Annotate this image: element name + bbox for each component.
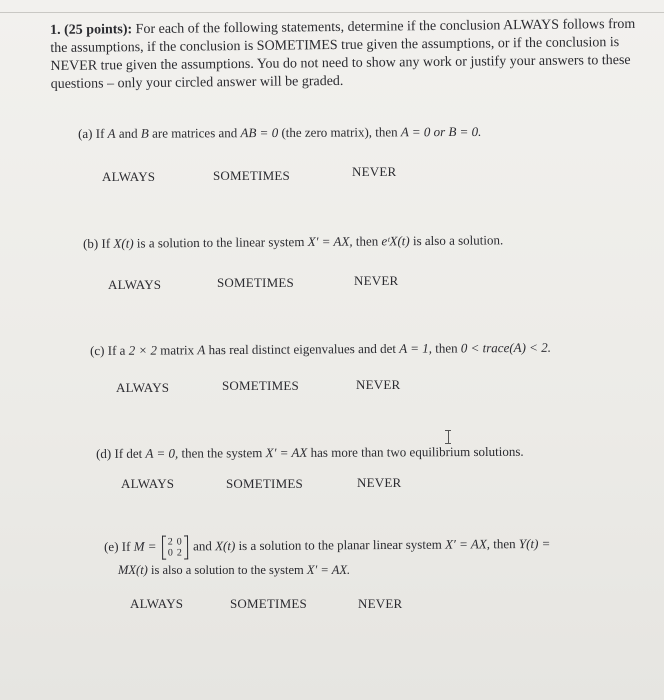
text: is also a solution. [412,232,504,249]
text: is a solution to the planar linear system [238,536,442,554]
math-expr: MX(t) [118,563,148,577]
question-label: (b) [83,235,99,251]
math-expr: AB = 0 [240,124,279,141]
text: and [118,125,138,141]
text-cursor-icon [445,430,451,444]
math-expr: 0 < trace(A) < 2. [460,339,551,356]
matrix-m [162,536,188,558]
option-sometimes-c[interactable]: SOMETIMES [222,378,299,393]
question-label: (a) [78,125,93,141]
matrix-entry: 2 [176,547,182,559]
text: If [121,538,131,554]
option-sometimes-e[interactable]: SOMETIMES [230,596,307,611]
option-sometimes-d[interactable]: SOMETIMES [226,476,303,491]
option-always-a[interactable]: ALWAYS [102,169,156,184]
text: If det [114,445,143,461]
problem-number: 1. [50,22,61,38]
text: If a [107,342,126,358]
option-always-b[interactable]: ALWAYS [108,277,162,292]
math-var: B [140,125,149,141]
text: then [355,233,379,249]
option-always-c[interactable]: ALWAYS [116,380,170,395]
matrix-entry: 2 [167,536,173,548]
math-var: X(t) [215,538,236,554]
text: then [493,536,516,552]
matrix-entry: 0 [167,547,173,559]
option-never-e[interactable]: NEVER [358,596,403,611]
question-e [104,534,551,559]
question-b [83,232,503,252]
text: If [101,235,111,251]
option-always-e[interactable]: ALWAYS [130,596,184,611]
math-expr: X′ = AX. [306,563,351,577]
option-never-c[interactable]: NEVER [356,377,401,392]
text: then the system [181,445,263,461]
matrix-entry: 0 [176,536,182,548]
option-sometimes-a[interactable]: SOMETIMES [213,168,290,183]
problem-intro [50,16,646,94]
question-e-continued [118,563,350,578]
math-expr: X′ = AX, [307,233,353,250]
text: has more than two equilibrium solutions. [310,443,524,460]
text: If [95,125,105,141]
question-c [90,340,551,359]
math-expr: M = [133,538,157,554]
math-expr: A = 0, [145,445,179,461]
option-always-d[interactable]: ALWAYS [121,476,175,491]
math-expr: X′ = AX, [444,536,491,552]
option-never-d[interactable]: NEVER [357,475,402,490]
math-expr: A = 1, [399,340,432,356]
math-var: A [107,125,116,141]
math-expr: Y(t) = [518,535,551,552]
text: are matrices and [152,125,238,141]
question-d [96,444,524,462]
question-label: (d) [96,445,112,461]
math-expr: X′ = AX [265,444,308,461]
top-rule [0,12,664,13]
math-var: X(t) [113,235,134,251]
math-var: A [197,342,206,358]
problem-points: (25 points): [64,22,133,38]
text: and [192,538,212,554]
text: (the zero matrix), then [281,124,398,140]
option-never-b[interactable]: NEVER [354,273,399,288]
question-label: (e) [104,538,119,554]
text: is a solution to the linear system [136,234,305,251]
math-expr: 2 × 2 [128,342,158,358]
question-a [78,124,481,142]
option-sometimes-b[interactable]: SOMETIMES [217,275,294,290]
problem-instructions: For each of the following statements, determine if the conclusion ALWAYS follows from the assumptions, if the conclusion is SOMETIMES true given the assumptions, or if the conclusion is NEVER true given the assumptions. You do not need to show any work or justify your answers to these questions – only your circled answer will be graded. [50,16,636,92]
text: matrix [160,342,195,358]
math-expr: A = 0 or B = 0. [400,123,482,140]
math-expr: eᵗX(t) [381,233,410,249]
text: has real distinct eigenvalues and det [208,340,397,358]
text: then [435,340,458,356]
question-label: (c) [90,342,105,358]
option-never-a[interactable]: NEVER [352,164,397,179]
text: is also a solution to the system [150,563,304,577]
